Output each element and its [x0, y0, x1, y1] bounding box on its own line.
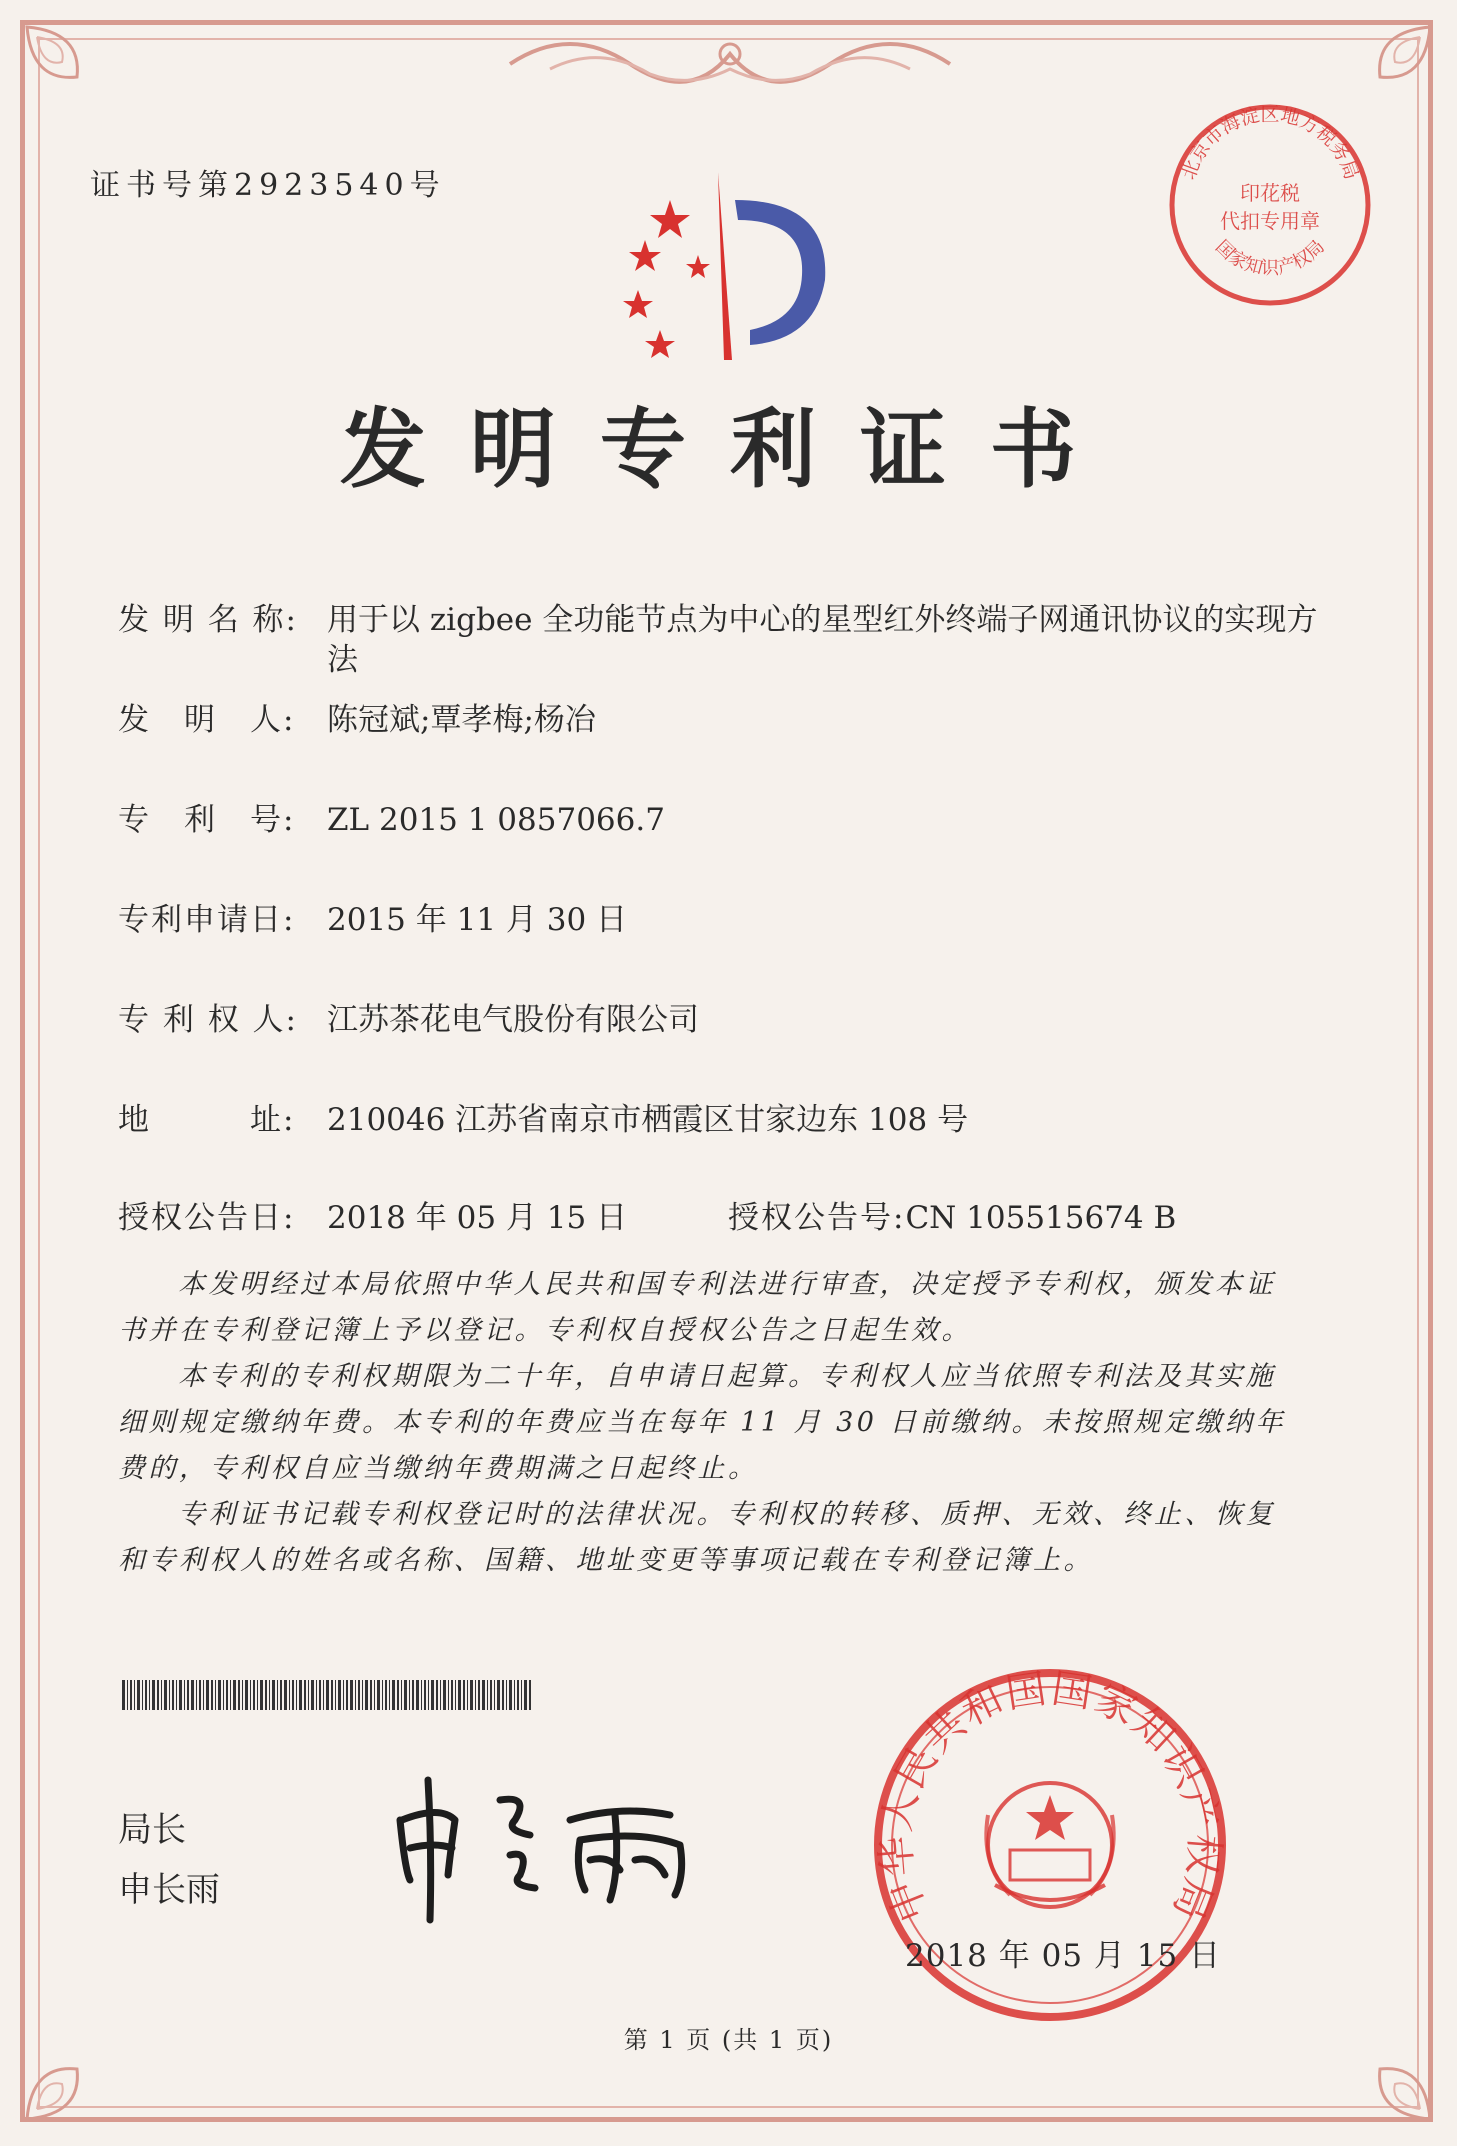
director-name: 申长雨	[118, 1870, 220, 1910]
field-invention-name	[118, 600, 1348, 680]
director-block	[118, 1800, 220, 1920]
invention-name-label: 发 明 名 称:	[118, 602, 299, 638]
inventor-value: 陈冠斌;覃孝梅;杨冶	[327, 702, 596, 738]
tax-seal-bottom-text: 国家知识产权局	[1211, 236, 1329, 279]
grant-number-value: CN 105515674 B	[905, 1200, 1177, 1236]
body-paragraph-1: 本发明经过本局依照中华人民共和国专利法进行审查，决定授予专利权，颁发本证书并在专利登记簿上予以登记。专利权自授权公告之日起生效。	[118, 1269, 1276, 1346]
national-ipa-seal-text: 中华人民共和国国家知识产权局	[872, 1665, 1228, 1928]
top-ornament	[490, 24, 970, 104]
corner-ornament-top-left	[22, 22, 132, 132]
tax-seal-inner-2: 代扣专用章	[1220, 209, 1320, 233]
patent-office-emblem	[600, 160, 850, 380]
inventor-label: 发 明 人:	[118, 702, 296, 738]
document-title: 发明专利证书	[340, 399, 1120, 500]
page-number: 第 1 页 (共 1 页)	[623, 2026, 834, 2054]
tax-seal-inner-1: 印花税	[1240, 181, 1300, 205]
field-address	[118, 1100, 968, 1140]
grant-date-label: 授权公告日:	[118, 1200, 296, 1236]
patentee-value: 江苏茶花电气股份有限公司	[327, 1002, 699, 1038]
grant-number	[728, 1198, 1176, 1238]
certificate-number: 证书号第2923540号	[90, 168, 446, 203]
seal-date: 2018 年 05 月 15 日	[905, 1938, 1222, 1974]
filing-date-value: 2015 年 11 月 30 日	[327, 902, 628, 938]
field-filing-date	[118, 900, 627, 940]
body-paragraph-2: 本专利的专利权期限为二十年，自申请日起算。专利权人应当依照专利法及其实施细则规定缴纳年费。本专利的年费应当在每年 11 月 30 日前缴纳。未按照规定缴纳年费的，专利权自应当缴纳年费期满之日起终止。	[118, 1361, 1287, 1484]
field-grant	[118, 1198, 1177, 1238]
director-signature	[380, 1760, 720, 1930]
certificate-body	[118, 1262, 1298, 1584]
patentee-label: 专 利 权 人:	[118, 1002, 299, 1038]
patent-number-label: 专 利 号:	[118, 802, 296, 838]
patent-number-value: ZL 2015 1 0857066.7	[327, 802, 665, 838]
invention-name-value: 用于以 zigbee 全功能节点为中心的星型红外终端子网通讯协议的实现方法	[327, 602, 1318, 678]
director-role: 局长	[118, 1810, 186, 1850]
grant-number-label: 授权公告号:	[728, 1200, 906, 1236]
address-label: 地 址:	[118, 1102, 296, 1138]
filing-date-label: 专利申请日:	[118, 902, 296, 938]
tax-seal-outer-text: 北京市海淀区地方税务局	[1177, 103, 1363, 183]
body-paragraph-3: 专利证书记载专利权登记时的法律状况。专利权的转移、质押、无效、终止、恢复和专利权人的姓名或名称、国籍、地址变更等事项记载在专利登记簿上。	[118, 1499, 1276, 1576]
field-inventor	[118, 700, 596, 740]
barcode	[122, 1680, 532, 1710]
field-patentee	[118, 1000, 699, 1040]
address-value: 210046 江苏省南京市栖霞区甘家边东 108 号	[327, 1102, 969, 1138]
field-patent-number	[118, 800, 665, 840]
tax-stamp-seal	[1165, 100, 1375, 310]
grant-date-value: 2018 年 05 月 15 日	[327, 1200, 628, 1236]
